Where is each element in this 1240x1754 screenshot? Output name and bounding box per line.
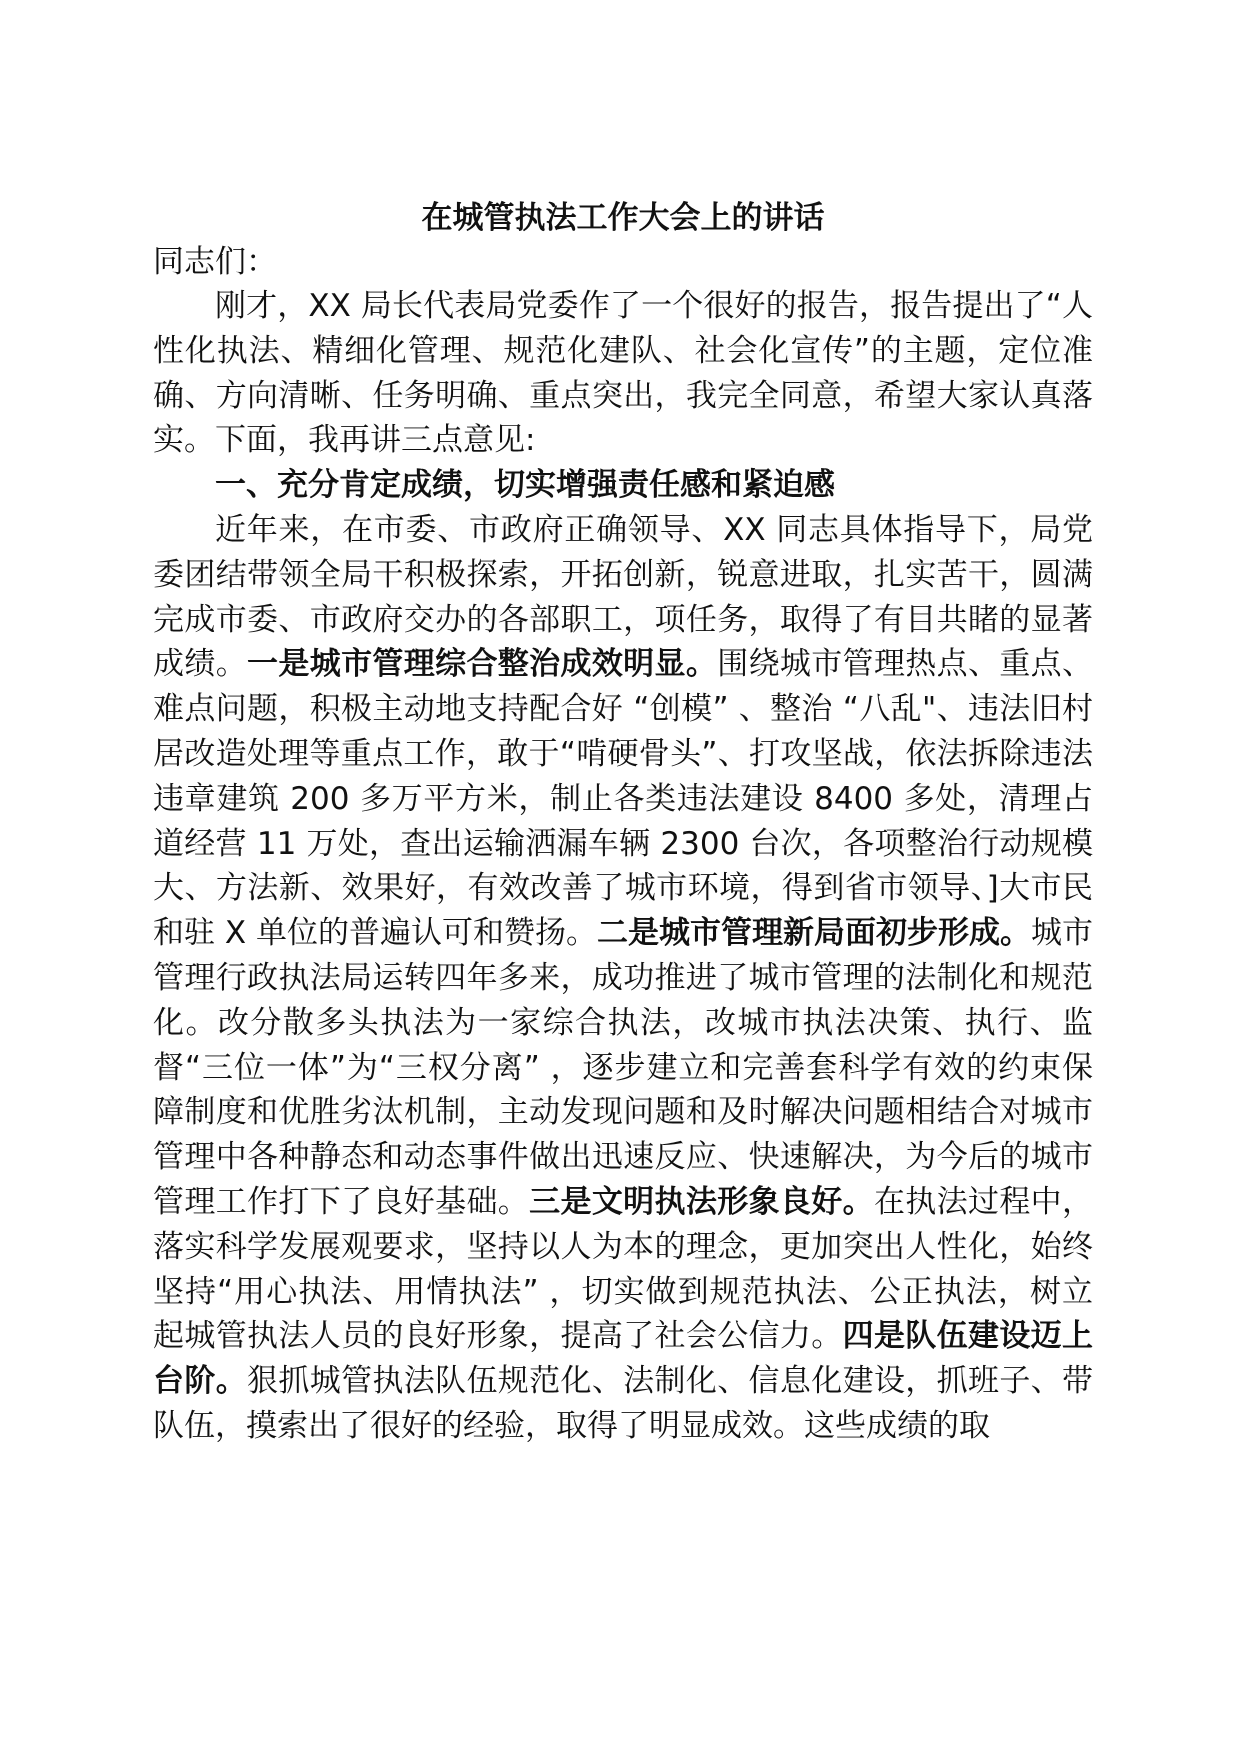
salutation: 同志们： xyxy=(153,244,277,280)
point-3-text: 在执法过程中，落实科学发展观要求，坚持以人为本的理念，更加突出人性化，始终坚持“用心执法、用情执法” ，切实做到规范执法、公正执法，树立起城管执法人员的良好形象，提高了社会公信力。 xyxy=(153,1183,1094,1355)
point-1-title: 一是城市管理综合整治成效明显。 xyxy=(247,646,718,683)
point-1-text: 围绕城市管理热点、重点、难点问题，积极主动地支持配合好 “创模” 、整治 “八乱"、违法旧村居改造处理等重点工作，敢于“啃硬骨头”、打攻坚战，依法拆除违法违章建筑 200 多万平方米，制止各类违法建设 8400 多处，清理占道经营 11 万处，查出运输洒漏车辆 2300 台次，各项整治行动规模大、方法新、效果好，有效改善了城市环境，得到省市领导、]大市民和驻 X 单位的普遍认可和赞扬。 xyxy=(153,646,1094,952)
document-title: 在城管执法工作大会上的讲话 xyxy=(421,200,825,236)
point-4-title: 四是队伍建设迈上台阶。 xyxy=(153,1318,1094,1400)
point-2-text: 城市管理行政执法局运转四年多来，成功推进了城市管理的法制化和规范化。改分散多头执法为一家综合执法，改城市执法决策、执行、监督“三位一体”为“三权分离” ，逐步建立和完善套科学有效的约束保障制度和优胜劣汰机制，主动发现问题和及时解决问题相结合对城市管理中各种静态和动态事件做出迅速反应、快速解决，为今后的城市管理工作打下了良好基础。 xyxy=(153,915,1094,1220)
section-heading-1: 一、充分肯定成绩，切实增强责任感和紧迫感 xyxy=(215,467,835,504)
point-2-title: 二是城市管理新局面初步形成。 xyxy=(596,915,1031,952)
document-page xyxy=(153,196,1093,1449)
point-3-title: 三是文明执法形象良好。 xyxy=(529,1183,874,1220)
intro-paragraph: 刚才，XX 局长代表局党委作了一个很好的报告，报告提出了“人性化执法、精细化管理、规范化建队、社会化宣传”的主题，定位准确、方向清晰、任务明确、重点突出，我完全同意，希望大家认真落实。下面，我再讲三点意见: xyxy=(153,288,1093,459)
body-paragraph xyxy=(153,508,1093,1449)
paragraph-lead: 近年来，在市委、市政府正确领导、XX 同志具体指导下，局党委团结带领全局干积极探索，开拓创新，锐意进取，扎实苦干，圆满完成市委、市政府交办的各部职工，项任务，取得了有目共睹的显著成绩。 xyxy=(153,511,1093,683)
point-4-text: 狠抓城管执法队伍规范化、法制化、信息化建设，抓班子、带队伍，摸索出了很好的经验，取得了明显成效。这些成绩的取 xyxy=(153,1363,1094,1444)
